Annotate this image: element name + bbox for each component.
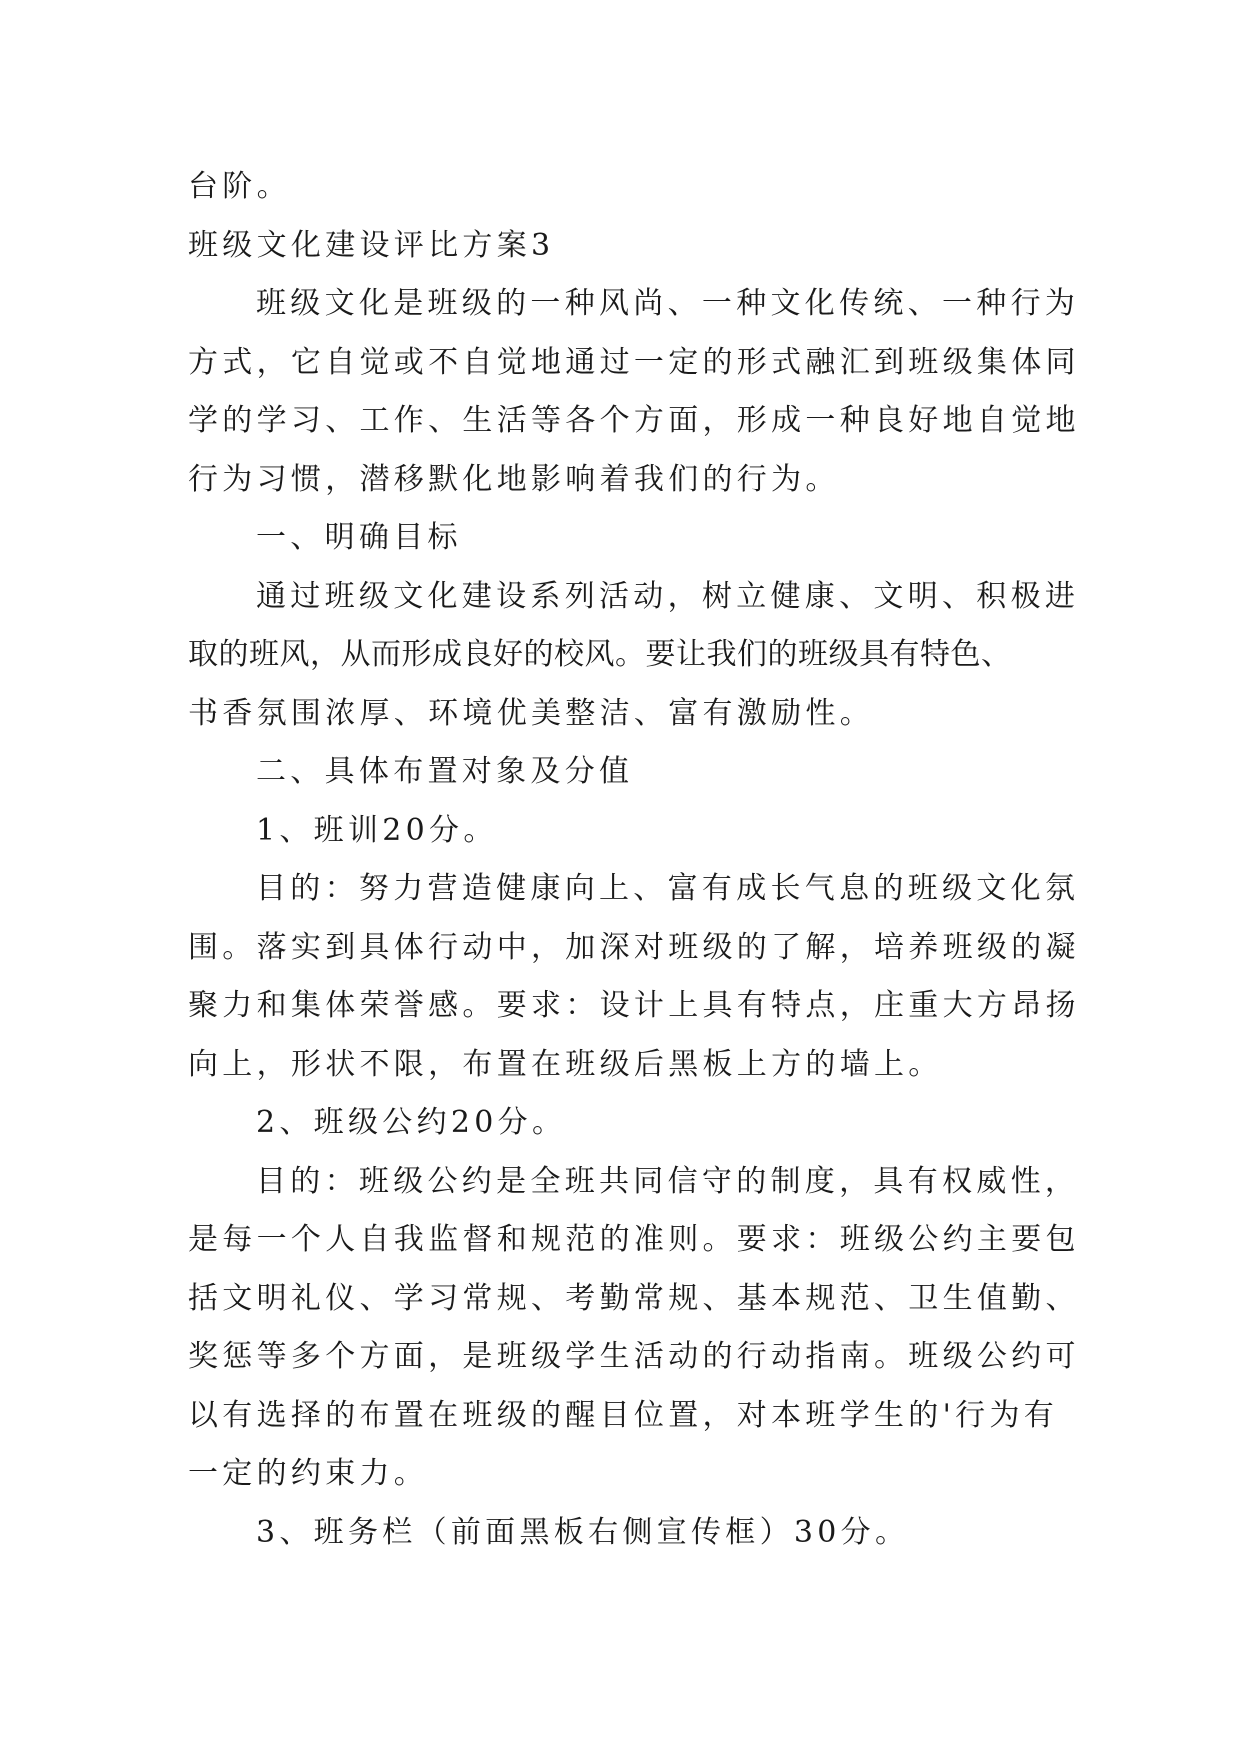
list-item-heading: 3、班务栏（前面黑板右侧宣传框）30分。 <box>256 1514 910 1550</box>
subheading: 一、明确目标 <box>256 520 462 555</box>
text-line: 班级文化是班级的一种风尚、一种文化传统、一种行为 <box>256 286 1080 321</box>
text-line: 取的班风，从而形成良好的校风。要让我们的班级具有特色、 <box>188 637 1012 672</box>
text-line: 向上，形状不限，布置在班级后黑板上方的墙上。 <box>188 1046 943 1082</box>
text-line: 围。落实到具体行动中，加深对班级的了解，培养班级的凝 <box>188 929 1080 965</box>
list-item-heading: 1、班训20分。 <box>256 812 498 848</box>
text-line: 聚力和集体荣誉感。要求：设计上具有特点，庄重大方昂扬 <box>188 988 1080 1023</box>
subheading: 二、具体布置对象及分值 <box>256 754 634 789</box>
section-heading: 班级文化建设评比方案3 <box>188 227 555 263</box>
text-line: 学的学习、工作、生活等各个方面，形成一种良好地自觉地 <box>188 403 1080 438</box>
text-line: 一定的约束力。 <box>188 1456 429 1491</box>
text-line: 括文明礼仪、学习常规、考勤常规、基本规范、卫生值勤、 <box>188 1280 1080 1316</box>
text-line: 以有选择的布置在班级的醒目位置，对本班学生的'行为有 <box>188 1397 1059 1433</box>
text-line: 目的：班级公约是全班共同信守的制度，具有权威性， <box>256 1163 1080 1199</box>
text-line: 奖惩等多个方面，是班级学生活动的行动指南。班级公约可 <box>188 1339 1080 1374</box>
text-line: 台阶。 <box>188 169 291 204</box>
text-line: 行为习惯，潜移默化地影响着我们的行为。 <box>188 461 840 497</box>
list-item-heading: 2、班级公约20分。 <box>256 1105 567 1140</box>
document-page <box>188 158 1080 1562</box>
text-line: 是每一个人自我监督和规范的准则。要求：班级公约主要包 <box>188 1222 1080 1257</box>
text-line: 方式，它自觉或不自觉地通过一定的形式融汇到班级集体同 <box>188 344 1080 380</box>
text-line: 书香氛围浓厚、环境优美整洁、富有激励性。 <box>188 695 874 731</box>
text-line: 目的：努力营造健康向上、富有成长气息的班级文化氛 <box>256 871 1080 906</box>
text-line: 通过班级文化建设系列活动，树立健康、文明、积极进 <box>256 578 1080 614</box>
